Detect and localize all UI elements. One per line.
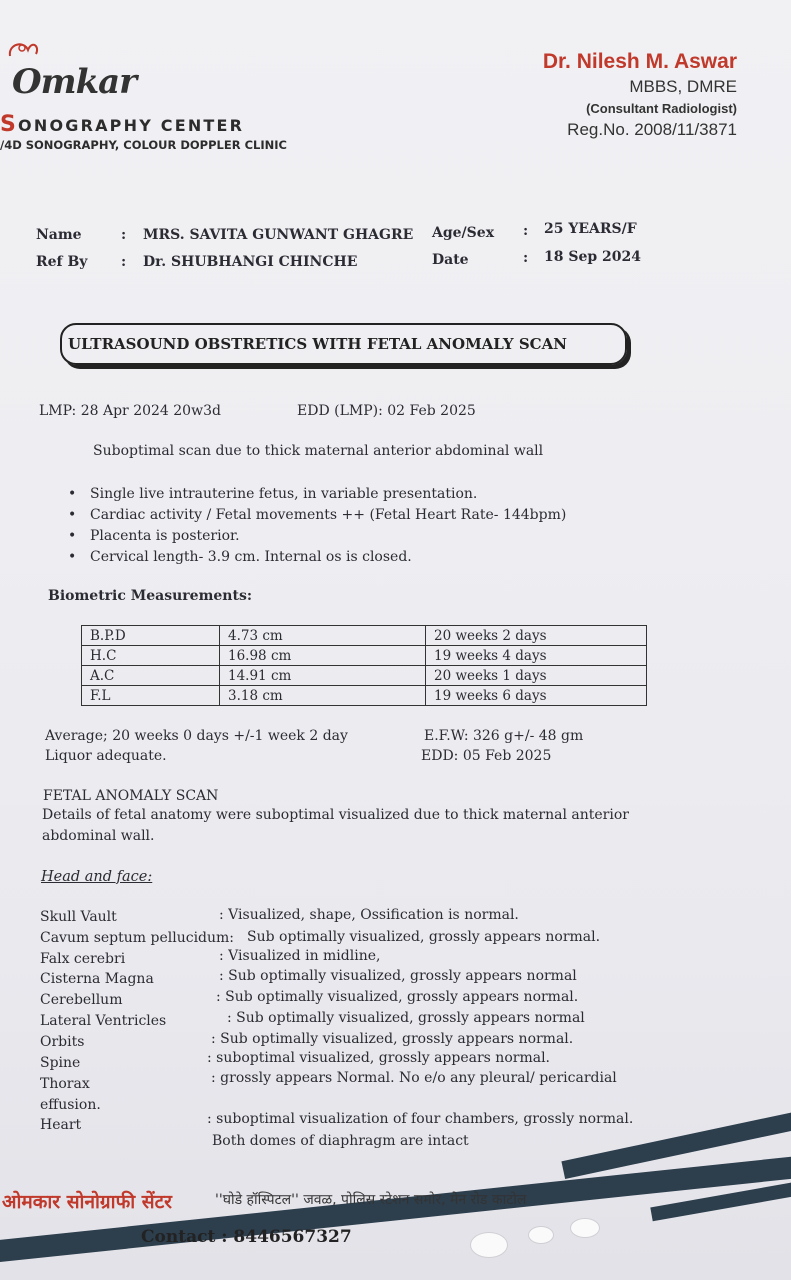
finding-label: Spine [40,1055,81,1071]
param-cell: A.C [82,666,220,686]
heart-line-2: Both domes of diaphragm are intact [212,1133,469,1149]
doctor-degree: MBBS, DMRE [629,77,737,96]
logo-word: Omkar [12,62,137,102]
finding-value: : Sub optimally visualized, grossly appears normal. [216,989,579,1005]
finding-label: Orbits [40,1034,85,1050]
edd: EDD: 05 Feb 2025 [421,748,552,764]
footer-bubble [570,1218,600,1238]
list-item: • Single live intrauterine fetus, in variable presentation. [70,484,566,505]
biometric-table [81,625,647,706]
biometric-heading: Biometric Measurements: [48,588,253,604]
age-cell: 20 weeks 2 days [426,626,647,646]
doctor-role: (Consultant Radiologist) [586,101,737,116]
findings-list [50,484,566,568]
average-ga: Average; 20 weeks 0 days +/-1 week 2 day [45,728,348,744]
report-title-box [60,323,627,365]
clinic-subtitle: /4D SONOGRAPHY, COLOUR DOPPLER CLINIC [0,138,287,152]
footer-bubble [470,1232,508,1258]
age-cell: 19 weeks 4 days [426,646,647,666]
date-label: Date [432,252,469,268]
finding-label: Cisterna Magna [40,971,154,987]
finding-value: : Sub optimally visualized, grossly appears normal [227,1010,585,1026]
agesex-value: 25 YEARS/F [544,221,637,237]
list-item: • Placenta is posterior. [70,526,566,547]
value-cell: 3.18 cm [220,686,426,706]
colon: : [121,254,127,270]
report-title: ULTRASOUND OBSTRETICS WITH FETAL ANOMALY SCAN [68,335,567,353]
finding-value: : suboptimal visualized, grossly appears normal. [207,1050,550,1066]
clinic-name-rest: ONOGRAPHY CENTER [18,116,245,135]
finding-value: : suboptimal visualization of four chambers, grossly normal. [207,1111,634,1127]
finding-label: effusion. [40,1097,101,1113]
age-cell: 19 weeks 6 days [426,686,647,706]
footer-contact: Contact : 8446567327 [141,1227,352,1247]
refby-label: Ref By [36,254,88,270]
suboptimal-note: Suboptimal scan due to thick maternal anterior abdominal wall [93,443,544,459]
finding-value: : Sub optimally visualized, grossly appears normal [219,968,577,984]
doctor-reg: Reg.No. 2008/11/3871 [567,120,737,139]
footer-address: ''घोडे हॉस्पिटल'' जवळ, पोलिस स्टेशन समोर, मेन रोड काटोल [215,1192,527,1208]
finding-value: Sub optimally visualized, grossly appears normal. [247,929,601,945]
finding-label: Skull Vault [40,909,117,925]
colon: : [523,250,529,266]
finding-label: Lateral Ventricles [40,1013,167,1029]
name-label: Name [36,227,82,243]
finding-label: Cerebellum [40,992,123,1008]
param-cell: B.P.D [82,626,220,646]
anomaly-line-2: abdominal wall. [42,828,155,844]
finding-value: : Visualized, shape, Ossification is normal. [219,907,519,923]
efw: E.F.W: 326 g+/- 48 gm [424,728,584,744]
table-row [82,686,647,706]
anomaly-line-1: Details of fetal anatomy were suboptimal visualized due to thick maternal anterior [42,807,629,823]
value-cell: 14.91 cm [220,666,426,686]
finding-label: Falx cerebri [40,951,126,967]
finding-value: : grossly appears Normal. No e/o any pleural/ pericardial [211,1070,617,1086]
agesex-label: Age/Sex [432,225,495,241]
finding-value: : Visualized in midline, [219,948,381,964]
finding-label: Cavum septum pellucidum: [40,930,235,946]
refby-value: Dr. SHUBHANGI CHINCHE [143,254,358,270]
age-cell: 20 weeks 1 days [426,666,647,686]
param-cell: F.L [82,686,220,706]
name-value: MRS. SAVITA GUNWANT GHAGRE [143,227,414,243]
footer-bubble [528,1226,554,1244]
param-cell: H.C [82,646,220,666]
clinic-name [0,112,244,137]
colon: : [121,227,127,243]
table-row [82,646,647,666]
list-item: • Cervical length- 3.9 cm. Internal os is closed. [70,547,566,568]
list-item: • Cardiac activity / Fetal movements ++ (Fetal Heart Rate- 144bpm) [70,505,566,526]
liquor: Liquor adequate. [45,748,167,764]
doctor-name: Dr. Nilesh M. Aswar [542,50,737,73]
footer-clinic-marathi: ओमकार सोनोग्राफी सेंटर [2,1191,172,1213]
colon: : [523,223,529,239]
finding-value: : Sub optimally visualized, grossly appears normal. [211,1031,574,1047]
edd-lmp: EDD (LMP): 02 Feb 2025 [297,403,476,419]
head-face-heading: Head and face: [41,869,153,885]
finding-label: Thorax [40,1076,90,1092]
table-row [82,666,647,686]
clinic-name-initial: S [0,112,19,137]
finding-label: Heart [40,1117,82,1133]
anomaly-heading: FETAL ANOMALY SCAN [43,788,219,804]
date-value: 18 Sep 2024 [544,249,642,265]
value-cell: 16.98 cm [220,646,426,666]
lmp: LMP: 28 Apr 2024 20w3d [39,403,221,419]
table-row [82,626,647,646]
value-cell: 4.73 cm [220,626,426,646]
